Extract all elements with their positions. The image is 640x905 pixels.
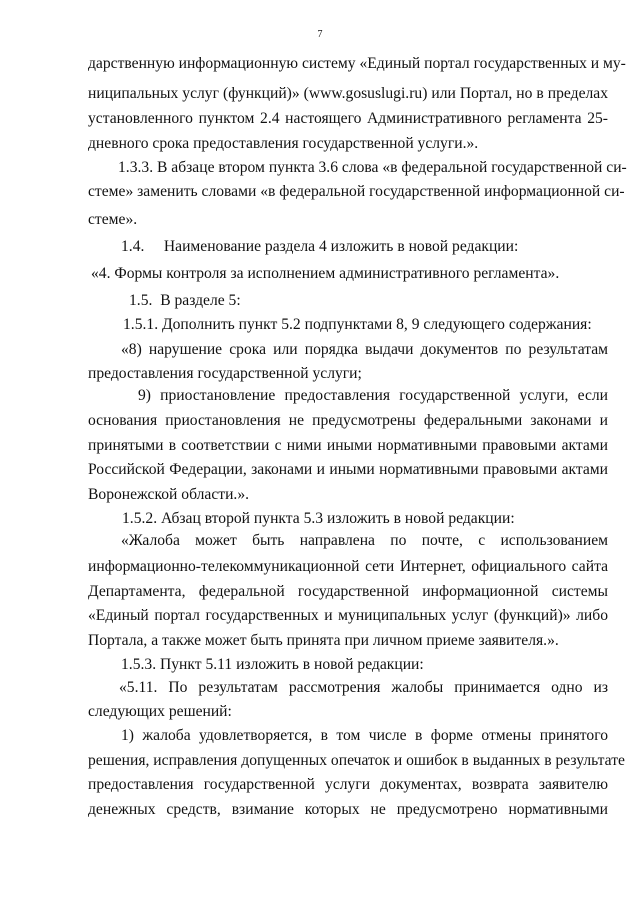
text-line: «8) нарушение срока или порядка выдачи документов по результатам (121, 341, 608, 358)
text-line: «5.11. По результатам рассмотрения жалобы принимается одно из (119, 679, 608, 696)
text-line: стеме». (88, 211, 138, 228)
text-line: 1.5.2. Абзац второй пункта 5.3 изложить в новой редакции: (122, 510, 515, 527)
text-line: решения, исправления допущенных опечаток и ошибок в выданных в результате (88, 752, 625, 769)
text-line: принятыми в соответствии с ними иными нормативными правовыми актами (88, 437, 608, 454)
text-line: Российской Федерации, законами и иными нормативными правовыми актами (88, 461, 608, 478)
text-line: следующих решений: (88, 703, 232, 720)
text-line: дневного срока предоставления государственной услуги.». (88, 135, 479, 152)
text-line: информационно-телекоммуникационной сети Интернет, официального сайта (88, 558, 608, 575)
text-line: ниципальных услуг (функций)» (www.gosuslugi.ru) или Портал, но в пределах (88, 85, 608, 102)
text-line: 1.4. Наименование раздела 4 изложить в новой редакции: (121, 238, 519, 255)
text-line: 1.5. В разделе 5: (129, 292, 241, 309)
text-line: Воронежской области.». (88, 486, 250, 503)
text-line: 9) приостановление предоставления государственной услуги, если (138, 387, 608, 404)
text-line: «Жалоба может быть направлена по почте, с использованием (121, 532, 608, 549)
text-line: Департамента, федеральной государственной информационной системы (88, 583, 608, 600)
text-line: денежных средств, взимание которых не предусмотрено нормативными (88, 801, 608, 818)
text-line: 1.5.1. Дополнить пункт 5.2 подпунктами 8, 9 следующего содержания: (123, 316, 592, 333)
text-line: предоставления государственной услуги документах, возврата заявителю (88, 776, 608, 793)
text-line: 1.3.3. В абзаце втором пункта 3.6 слова «в федеральной государственной си- (118, 159, 627, 176)
text-line: Портала, а также может быть принята при личном приеме заявителя.». (88, 632, 559, 649)
text-line: 1.5.3. Пункт 5.11 изложить в новой редакции: (121, 656, 424, 673)
text-line: дарственную информационную систему «Единый портал государственных и му- (88, 55, 626, 72)
text-line: «Единый портал государственных и муниципальных услуг (функций)» либо (88, 607, 608, 624)
text-line: установленного пунктом 2.4 настоящего Административного регламента 25- (88, 110, 608, 127)
text-line: 1) жалоба удовлетворяется, в том числе в форме отмены принятого (121, 727, 608, 744)
page-number: 7 (317, 29, 323, 40)
text-line: предоставления государственной услуги; (88, 365, 362, 382)
text-line: стеме» заменить словами «в федеральной государственной информационной си- (88, 183, 625, 200)
section-heading: «4. Формы контроля за исполнением административного регламента». (91, 265, 560, 282)
text-line: основания приостановления не предусмотрены федеральными законами и (88, 412, 608, 429)
